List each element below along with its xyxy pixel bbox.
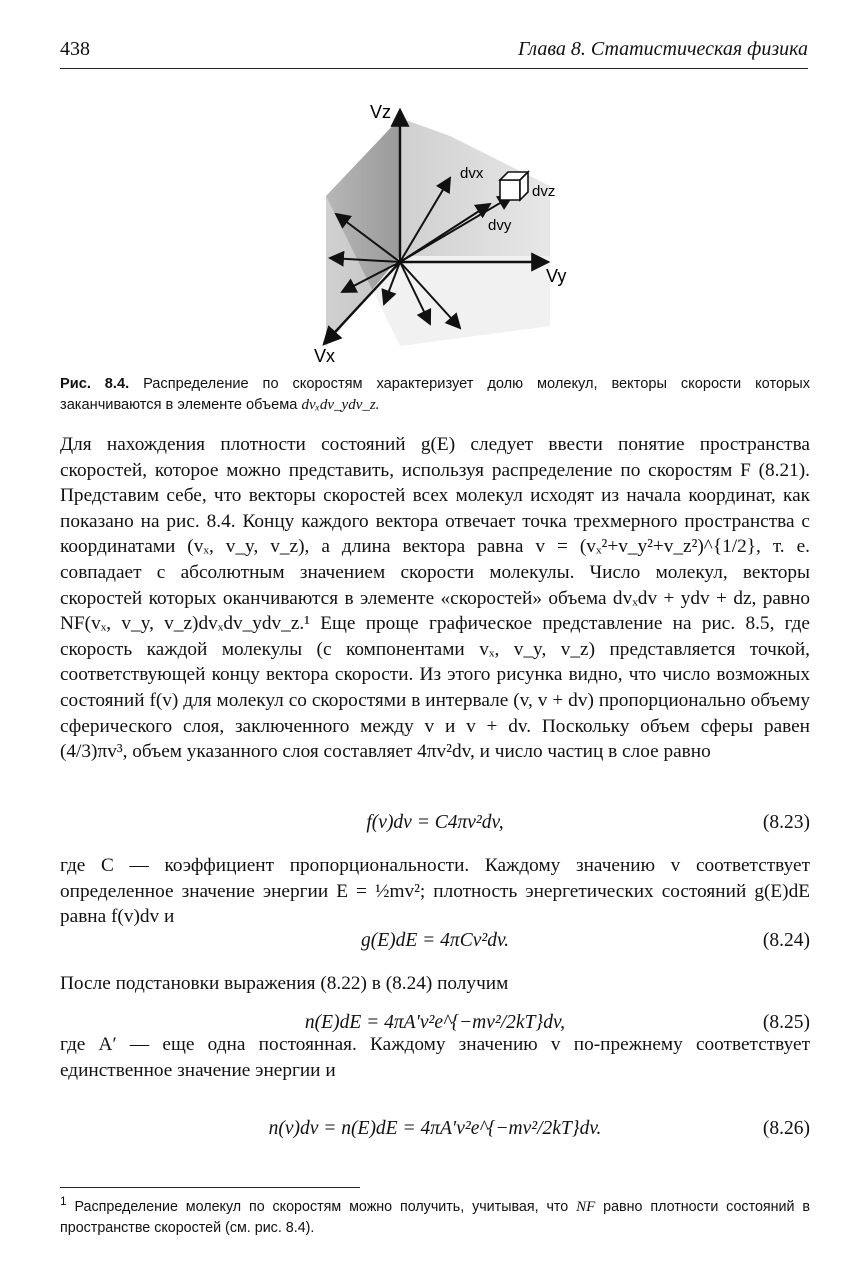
- dvx-label: dvx: [460, 165, 484, 182]
- equation-expr: n(E)dE = 4πA′v²e^{−mv²/2kT}dv,: [304, 1012, 566, 1033]
- equation-8-24: [60, 930, 810, 960]
- paragraph-proportionality: где C — коэффициент пропорциональности. Каждому значению v соответствует определенное значение энергии E = ½mv²; плотность энергетических состояний g(E)dE равна f(v)dv и: [60, 855, 810, 928]
- equation-expr: f(v)dv = C4πv²dv,: [366, 812, 504, 833]
- equation-number: (8.24): [762, 930, 810, 951]
- footnote: [60, 1191, 810, 1239]
- footnote-text-after: равно плотности состояний в пространстве скоростей (см. рис. 8.4).: [60, 1198, 810, 1236]
- dvy-label: dvy: [488, 217, 512, 234]
- footnote-math: NF: [576, 1198, 596, 1215]
- equation-8-23: [60, 812, 810, 842]
- equation-8-26: [60, 1118, 810, 1148]
- dvz-label: dvz: [532, 183, 556, 200]
- figure-velocity-space: [300, 96, 570, 368]
- figure-caption: [60, 374, 810, 416]
- equation-expr: n(v)dv = n(E)dE = 4πA′v²e^{−mv²/2kT}dv.: [268, 1118, 602, 1139]
- paragraph-velocity-space: Для нахождения плотности состояний g(E) следует ввести понятие пространства скоростей, которое можно представить, используя распределение по скоростям F (8.21). Представим себе, что векторы скоростей всех молекул исходят из начала координат, как показано на рис. 8.4. Концу каждого вектора отвечает точка трехмерного пространства с координатами (vₓ, v_y, v_z), а длина вектора равна v = (vₓ²+v_y²+v_z²)^{1/2}, т. е. совпадает с абсолютным значением скорости молекулы. Число молекул, векторы скоростей которых оканчиваются в элементе «скоростей» объема dvₓdv + ydv + dz, равно NF(vₓ, v_y, v_z)dvₓdv_ydv_z.¹ Еще проще графическое представление на рис. 8.5, где скорость каждой молекулы (с компонентами vₓ, v_y, v_z) представляется точкой, соответствующей концу вектора скорости. Из этого рисунка видно, что число возможных состояний f(v) для молекул со скоростями в интервале (v, v + dv) пропорционально объему сферического слоя, заключенного между v и v + dv. Поскольку объем сферы равен (4/3)πv³, объем указанного слоя составляет 4πv²dv, и число частиц в слое равно: [60, 434, 810, 763]
- footnote-divider: [60, 1187, 360, 1188]
- velocity-space-diagram: [300, 96, 570, 368]
- caption-math: dvₓdv_ydv_z.: [301, 397, 380, 413]
- page-number: 438: [60, 38, 90, 60]
- vy-label: Vy: [546, 266, 567, 286]
- footnote-text-before: Распределение молекул по скоростям можно получить, учитывая, что: [74, 1198, 569, 1215]
- equation-number: (8.23): [762, 812, 810, 833]
- caption-label: Рис. 8.4.: [60, 376, 130, 392]
- equation-expr: g(E)dE = 4πCv²dv.: [360, 930, 510, 951]
- caption-text: Распределение по скоростям характеризует долю молекул, векторы скорости которых заканчиваются в элементе объема: [60, 376, 810, 413]
- paragraph-constant: где A′ — еще одна постоянная. Каждому значению v по-прежнему соответствует единственное значение энергии и: [60, 1034, 810, 1081]
- vx-label: Vx: [314, 346, 336, 366]
- equation-number: (8.25): [762, 1012, 810, 1033]
- page-header: [60, 38, 808, 69]
- footnote-marker: 1: [60, 1194, 67, 1208]
- vz-label: Vz: [370, 102, 392, 122]
- paragraph-substitution: После подстановки выражения (8.22) в (8.24) получим: [60, 973, 509, 994]
- volume-element-cube: [500, 172, 528, 200]
- equation-number: (8.26): [762, 1118, 810, 1139]
- running-head: Глава 8. Статистическая физика: [518, 38, 808, 60]
